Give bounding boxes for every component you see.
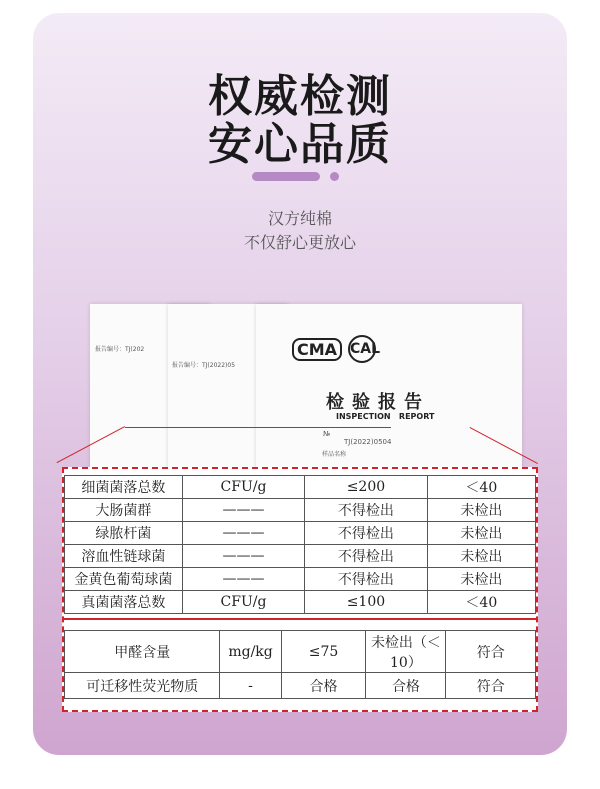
- table-cell: 未检出: [427, 499, 535, 522]
- table-cell: ≤100: [305, 591, 427, 614]
- table-cell: ———: [182, 545, 304, 568]
- table-cell: 金黄色葡萄球菌: [65, 568, 183, 591]
- table-cell: -: [220, 673, 281, 699]
- table-cell: ≤75: [281, 631, 366, 673]
- table-cell: 未检出（＜10）: [366, 631, 446, 673]
- heading-line2: 安心品质: [208, 119, 392, 170]
- table-row: [65, 545, 536, 568]
- subheading-line2: 不仅舒心更放心: [243, 233, 356, 252]
- table-cell: 符合: [446, 673, 536, 699]
- table-row: [65, 476, 536, 499]
- table-cell: 不得检出: [305, 522, 427, 545]
- table-cell: ≤200: [305, 476, 427, 499]
- table-cell: 不得检出: [305, 545, 427, 568]
- table-cell: 不得检出: [305, 568, 427, 591]
- decor-dot: [330, 172, 339, 181]
- chemical-table: [64, 630, 536, 699]
- table-cell: ———: [182, 568, 304, 591]
- table-row: [65, 631, 536, 673]
- table-cell: 不得检出: [305, 499, 427, 522]
- cma-logo: CMA: [292, 338, 342, 361]
- table-cell: 未检出: [427, 545, 535, 568]
- table-row: [65, 499, 536, 522]
- report-number-label: 报告编号：TJ(2022)05: [172, 362, 236, 369]
- table-cell: 合格: [366, 673, 446, 699]
- table-cell: ———: [182, 522, 304, 545]
- sample-name-label: 样品名称: [322, 451, 347, 458]
- table-cell: 合格: [281, 673, 366, 699]
- report-title: 检验报告: [326, 392, 430, 413]
- table-cell: 甲醛含量: [65, 631, 220, 673]
- table-row: [65, 568, 536, 591]
- report-number-label: 报告编号：TJ(202: [95, 346, 145, 353]
- table-cell: 绿脓杆菌: [65, 522, 183, 545]
- cal-logo: CAL: [348, 335, 376, 363]
- table-cell: ＜40: [427, 591, 535, 614]
- table-cell: 未检出: [427, 568, 535, 591]
- table-row: [65, 673, 536, 699]
- report-cover: [256, 304, 522, 470]
- table-cell: 真菌菌落总数: [65, 591, 183, 614]
- table-row: [65, 591, 536, 614]
- microbial-table: [64, 475, 536, 614]
- table-row: [65, 522, 536, 545]
- decor-bar: [252, 172, 320, 181]
- table-cell: CFU/g: [182, 591, 304, 614]
- table-cell: mg/kg: [220, 631, 281, 673]
- table-cell: CFU/g: [182, 476, 304, 499]
- table-cell: 未检出: [427, 522, 535, 545]
- heading-line1: 权威检测: [208, 71, 392, 122]
- report-no: TJ(2022)0504: [344, 438, 392, 446]
- subheading-line1: 汉方纯棉: [267, 209, 332, 228]
- table-cell: 溶血性链球菌: [65, 545, 183, 568]
- table-cell: ———: [182, 499, 304, 522]
- highlighted-results: [62, 467, 538, 712]
- report-title-en: INSPECTION REPORT: [336, 412, 435, 421]
- table-cell: 可迁移性荧光物质: [65, 673, 220, 699]
- table-cell: 大肠菌群: [65, 499, 183, 522]
- report-no-label: №: [323, 430, 331, 438]
- table-cell: ＜40: [427, 476, 535, 499]
- zoom-guide-top: [125, 427, 391, 428]
- table-cell: 细菌菌落总数: [65, 476, 183, 499]
- table-cell: 符合: [446, 631, 536, 673]
